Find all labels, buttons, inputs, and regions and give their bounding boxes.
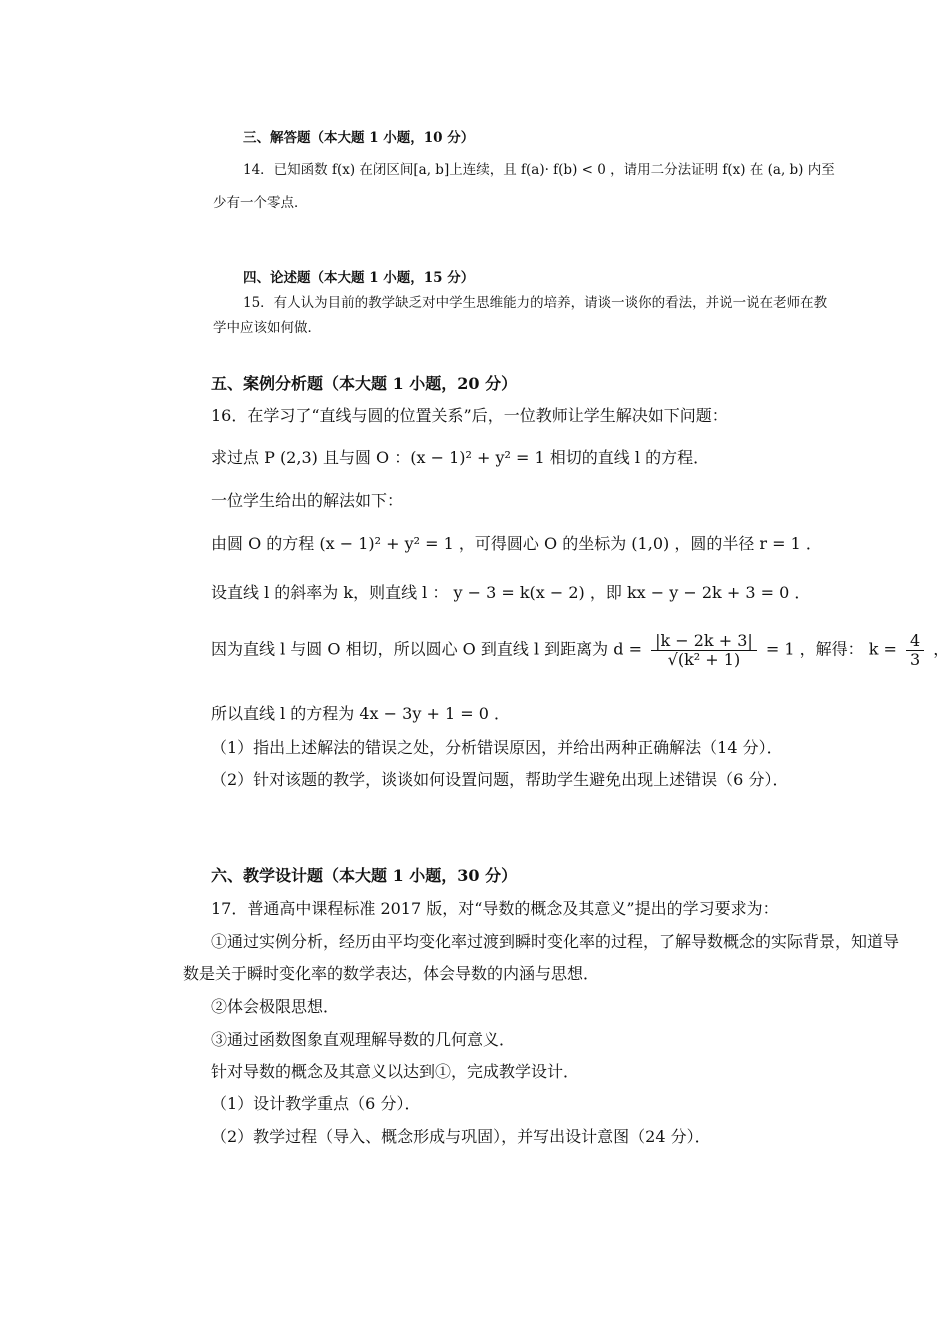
requirement-2: ②体会极限思想． [211, 997, 340, 1016]
question-17-intro: 17．普通高中课程标准 2017 版，对“导数的概念及其意义”提出的学习要求为： [211, 899, 779, 918]
solution-step-3 [211, 632, 949, 668]
distance-denominator: √(k² + 1) [667, 649, 741, 669]
section-heading: 六、教学设计题（本大题 1 小题，30 分） [211, 866, 518, 885]
question-17-sub-1: （1）设计教学重点（6 分）． [211, 1094, 421, 1113]
section-heading: 三、解答题（本大题 1 小题，10 分） [243, 130, 475, 146]
k-fraction [906, 632, 924, 668]
distance-numerator: |k − 2k + 3| [651, 632, 757, 651]
solution-step-2: 设直线 l 的斜率为 k，则直线 l ： y − 3 = k(x − 2) ，即 kx − y − 2k + 3 = 0 ． [211, 583, 811, 602]
question-16-intro: 16．在学习了“直线与圆的位置关系”后，一位教师让学生解决如下问题： [211, 406, 728, 425]
step-3-text-c: ， [933, 639, 950, 659]
question-16-problem: 求过点 P (2,3) 且与圆 O ：(x − 1)² + y² = 1 相切的直线 l 的方程． [211, 448, 710, 467]
section-heading: 五、案例分析题（本大题 1 小题，20 分） [211, 374, 518, 393]
question-14-line-1: 14．已知函数 f(x) 在闭区间[a, b]上连续，且 f(a)· f(b) < 0 ，请用二分法证明 f(x) 在 (a, b) 内至 [243, 162, 835, 178]
distance-fraction [651, 632, 757, 668]
requirement-3: ③通过函数图象直观理解导数的几何意义． [211, 1030, 516, 1049]
question-17-sub-2: （2）教学过程（导入、概念形成与巩固），并写出设计意图（24 分）． [211, 1127, 711, 1146]
solution-step-4: 所以直线 l 的方程为 4x − 3y + 1 = 0 ． [211, 704, 510, 723]
student-solution-intro: 一位学生给出的解法如下： [211, 491, 404, 510]
solution-step-1: 由圆 O 的方程 (x − 1)² + y² = 1 ，可得圆心 O 的坐标为 (1,0) ，圆的半径 r = 1 ． [211, 534, 822, 553]
requirement-1-line-2: 数是关于瞬时变化率的数学表达，体会导数的内涵与思想． [183, 964, 600, 983]
section-heading: 四、论述题（本大题 1 小题，15 分） [243, 270, 475, 286]
k-denominator: 3 [910, 649, 921, 669]
question-16-sub-1: （1）指出上述解法的错误之处，分析错误原因，并给出两种正确解法（14 分）． [211, 738, 783, 757]
step-3-text-b: = 1 ，解得： k = [765, 639, 897, 659]
question-16-sub-2: （2）针对该题的教学，谈谈如何设置问题，帮助学生避免出现上述错误（6 分）． [211, 770, 789, 789]
question-14-line-2: 少有一个零点． [213, 195, 308, 211]
question-15-line-2: 学中应该如何做． [213, 320, 321, 336]
question-15-line-1: 15．有人认为目前的教学缺乏对中学生思维能力的培养，请谈一谈你的看法，并说一说在老师在教 [243, 295, 828, 311]
k-numerator: 4 [906, 632, 924, 651]
step-3-text-a: 因为直线 l 与圆 O 相切，所以圆心 O 到直线 l 到距离为 d = [211, 639, 642, 659]
design-task: 针对导数的概念及其意义以达到①，完成教学设计． [211, 1062, 580, 1081]
requirement-1-line-1: ①通过实例分析，经历由平均变化率过渡到瞬时变化率的过程，了解导数概念的实际背景，知道导 [211, 932, 900, 951]
